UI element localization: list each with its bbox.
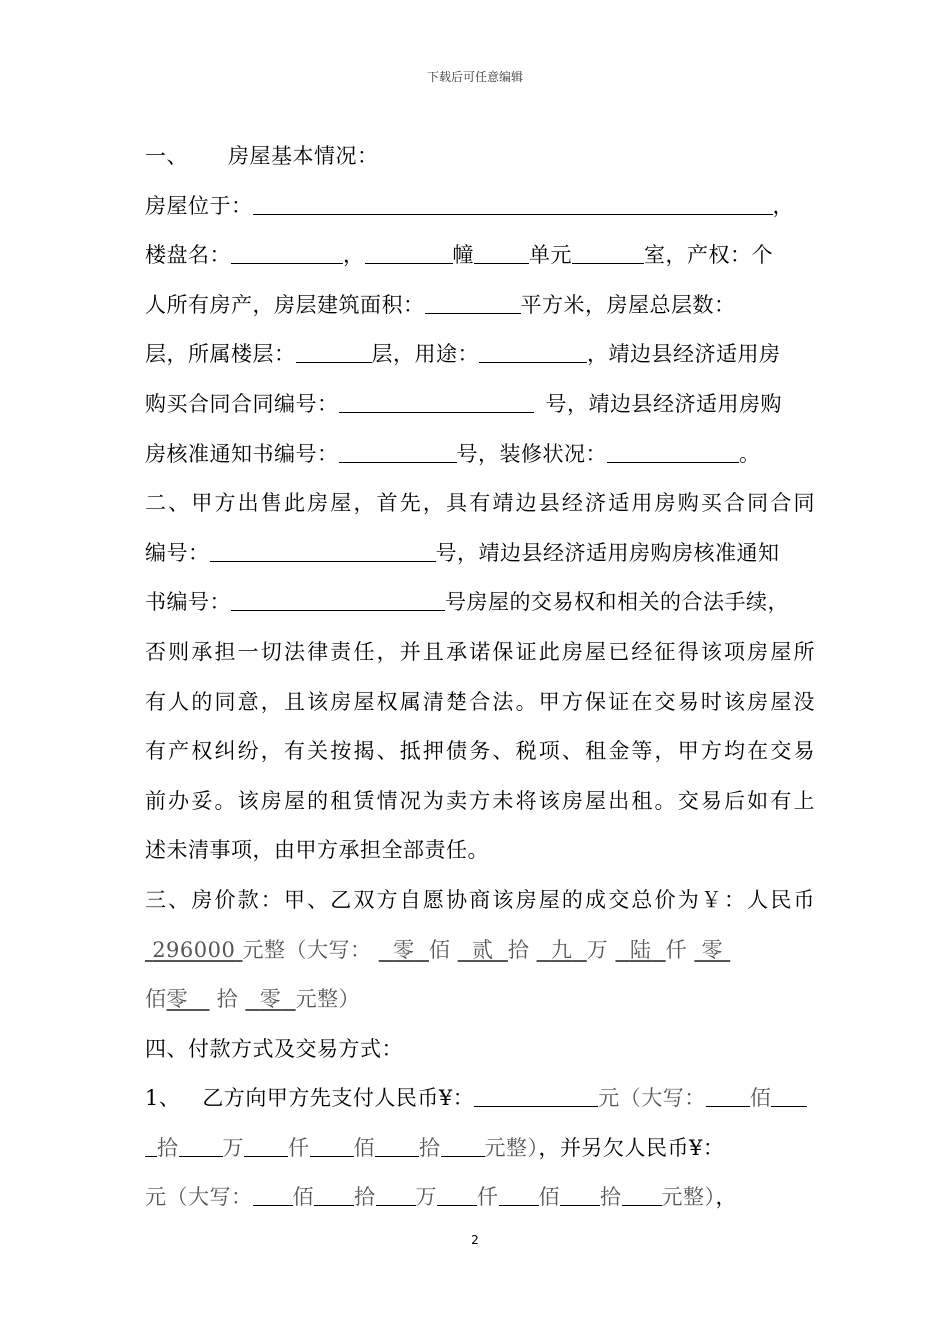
blank-capital[interactable] [499,1185,539,1206]
unit-label: 拾 [157,1135,179,1160]
digit-value: 陆 [629,937,652,962]
blank-unit[interactable] [474,243,529,264]
blank-notice-number[interactable] [339,442,457,463]
section-2-line-5: 有人的同意，且该房屋权属清楚合法。甲方保证在交易时该房屋没 [145,689,815,714]
blank-notice-no-2[interactable] [231,590,445,611]
unit-label: 万 [586,937,609,962]
page-number: 2 [471,1233,479,1247]
blank-capital[interactable] [375,1136,419,1157]
digit-value: 零 [166,987,188,1012]
label-contract-number: 购买合同合同编号： [145,391,339,416]
punct: ， [715,1185,737,1210]
section-1-title-line [145,132,815,182]
label-floor: 层，所属楼层： [145,342,296,367]
blank-building[interactable] [365,243,453,264]
section-4-title: 四、付款方式及交易方式： [145,1036,403,1061]
digit-field [167,987,210,1011]
digit-value: 贰 [472,937,494,962]
blank-floor[interactable] [296,342,372,363]
unit-label: 仟 [288,1135,310,1160]
blank-capital[interactable] [560,1185,600,1206]
price-amount-value: 296000 [152,937,236,962]
blank-capital[interactable] [179,1136,223,1157]
price-amount [145,938,243,962]
label-total-floors: 平方米，房屋总层数： [520,292,736,317]
section-2-line-8: 述未清事项，由甲方承担全部责任。 [145,838,489,863]
label-loupan: 楼盘名： [145,243,231,268]
payment-number: 1、 [145,1086,181,1111]
label-owed-capital: 元（大写： [145,1185,253,1210]
digit-field [537,938,587,962]
payment-line-3 [145,1173,815,1223]
label-owed: ，并另欠人民币¥： [538,1135,725,1160]
unit-label: 拾 [354,1185,376,1210]
blank-contract-no-2[interactable] [210,541,436,562]
unit-label: 万 [415,1185,437,1210]
blank-capital[interactable] [622,1185,662,1206]
unit-label: 拾 [419,1135,441,1160]
page-header-note: 下载后可任意编辑 [426,70,523,84]
blank-prepay[interactable] [474,1086,598,1107]
unit-label: 佰 [353,1135,375,1160]
blank-capital[interactable] [244,1136,288,1157]
blank-capital[interactable] [145,1136,157,1157]
label-price-capital: 元整（大写： [242,937,372,962]
blank-capital[interactable] [771,1086,807,1107]
unit-label: 仟 [665,937,688,962]
label-area: 人所有房产，房层建筑面积： [145,292,425,317]
blank-contract-number[interactable] [339,392,534,413]
digit-value: 零 [259,987,282,1012]
label-unit: 单元 [529,243,572,268]
blank-room[interactable] [572,243,644,264]
contract-number-line [145,380,815,430]
label-decoration: 号，装修状况： [456,441,607,466]
label-prepay: 乙方向甲方先支付人民币¥： [202,1086,475,1111]
unit-label: 元整） [661,1185,716,1210]
text-legal: 号房屋的交易权和相关的合法手续， [445,590,789,615]
unit-label: 拾 [507,937,530,962]
label-prepay-capital: 元（大写： [598,1086,706,1111]
unit-label: 万 [222,1135,244,1160]
blank-area[interactable] [425,293,521,314]
digit-field [379,938,429,962]
digit-field [458,938,508,962]
section-2-line-7: 前办妥。该房屋的租赁情况为卖方未将该房屋出租。交易后如有上 [145,788,815,813]
blank-capital[interactable] [437,1185,477,1206]
blank-capital[interactable] [314,1185,354,1206]
section-1-number: 一、 [145,144,188,168]
location-line [145,182,815,232]
label-jingbian: ，靖边县经济适用房 [587,342,781,367]
section-2-line-1: 二、甲方出售此房屋，首先，具有靖边县经济适用房购买合同合同 [145,491,815,516]
section-2-line-6: 有产权纠纷，有关按揭、抵押债务、税项、租金等，甲方均在交易 [145,739,815,764]
price-line-2 [145,975,815,1025]
digit-value: 零 [393,937,415,962]
unit-label: 仟 [477,1185,499,1210]
punct: 。 [739,441,761,466]
floor-line [145,330,815,380]
area-line [145,281,815,331]
blank-capital[interactable] [376,1185,416,1206]
blank-capital[interactable] [706,1086,750,1107]
label-usage: 层，用途： [371,342,479,367]
section-1-title: 房屋基本情况： [228,144,379,168]
section-2-line-2 [145,529,815,579]
text-notice: 号，靖边县经济适用房购房核准通知 [435,540,780,565]
punct: ， [772,193,794,218]
document-body [145,132,815,1223]
label-building: 幢 [452,243,474,268]
unit-label: 佰 [749,1086,772,1111]
digit-value: 九 [550,937,573,962]
section-2-line-3 [145,578,815,628]
unit-label: 佰 [538,1185,560,1210]
unit-label: 元整） [295,987,361,1012]
digit-field [694,938,730,962]
blank-decoration[interactable] [607,442,739,463]
blank-capital[interactable] [253,1185,293,1206]
price-line [145,926,815,976]
loupan-line [145,231,815,281]
section-2-line-4: 否则承担一切法律责任，并且承诺保证此房屋已经征得该项房屋所 [145,639,815,664]
blank-usage[interactable] [479,342,587,363]
unit-label: 佰 [145,987,167,1012]
blank-capital[interactable] [441,1136,485,1157]
label-location: 房屋位于： [145,193,253,218]
payment-line-2 [145,1124,815,1174]
digit-value: 零 [701,937,724,962]
unit-label: 元整） [484,1135,539,1160]
digit-field [245,987,295,1011]
unit-label: 拾 [600,1185,622,1210]
punct: ， [343,243,365,268]
payment-line-1 [145,1074,815,1124]
digit-field [615,938,665,962]
label-room-ownership: 室，产权：个 [644,243,773,268]
label-notice-number: 房核准通知书编号： [145,441,339,466]
label-contract-no: 编号： [145,540,210,565]
blank-location[interactable] [253,194,773,215]
label-notice-no: 书编号： [145,590,231,615]
notice-number-line [145,430,815,480]
unit-label: 佰 [292,1185,314,1210]
unit-label: 拾 [216,987,239,1012]
blank-capital[interactable] [310,1136,354,1157]
section-3-line-1: 三、房价款：甲、乙双方自愿协商该房屋的成交总价为￥：人民币 [145,887,815,912]
label-contract-suffix: 号，靖边县经济适用房购 [545,391,782,416]
unit-label: 佰 [428,937,451,962]
blank-loupan[interactable] [231,243,343,264]
